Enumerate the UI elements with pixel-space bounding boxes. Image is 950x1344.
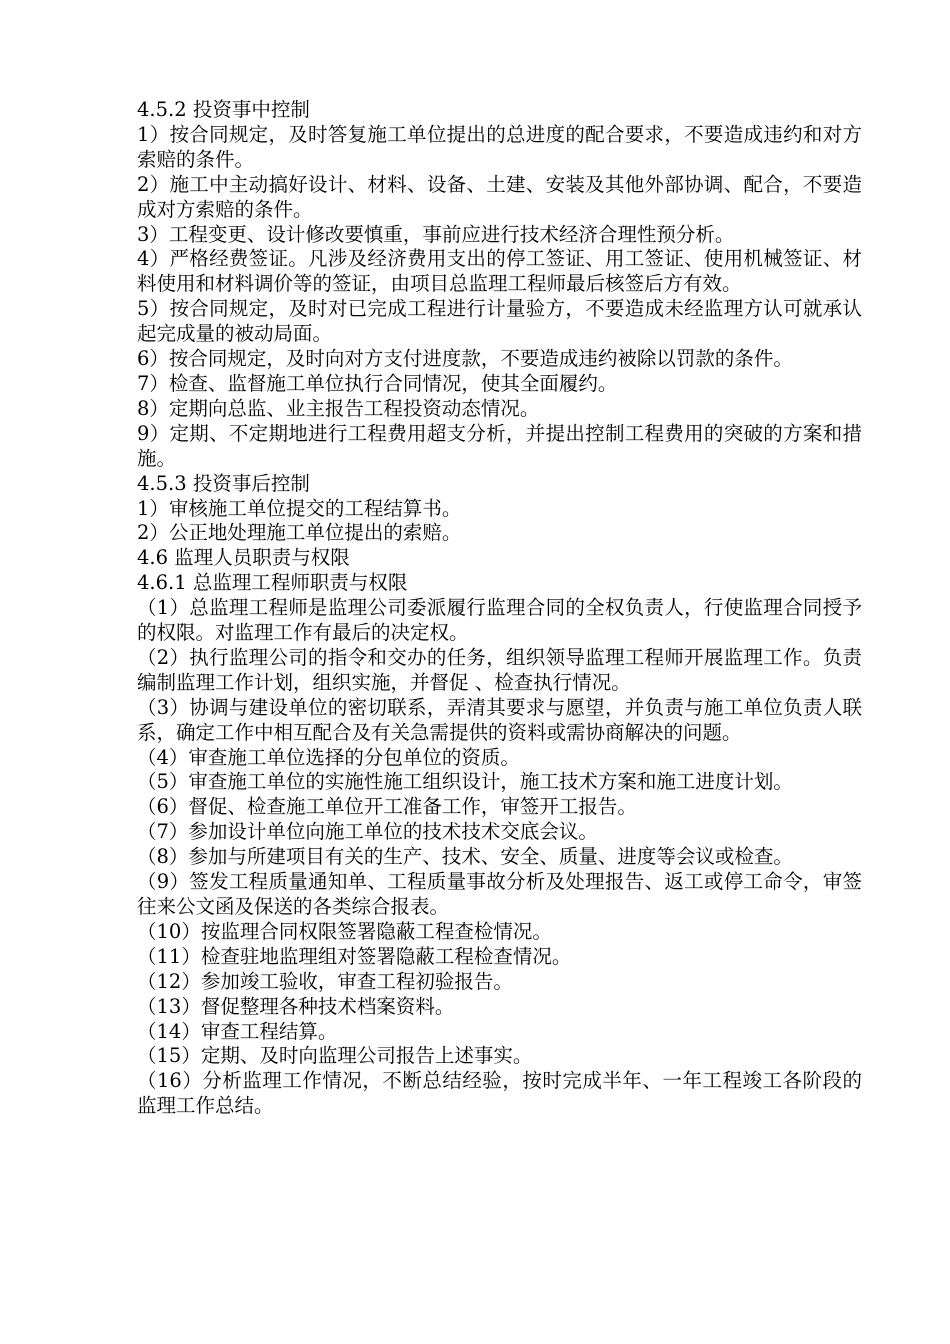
list-item: 8）定期向总监、业主报告工程投资动态情况。 [137,396,540,420]
list-item: 7）检查、监督施工单位执行合同情况，使其全面履约。 [137,371,618,395]
list-item: （5）审查施工单位的实施性施工组织设计，施工技术方案和施工进度计划。 [137,770,793,794]
list-item: （9）签发工程质量通知单、工程质量事故分析及处理报告、返工或停工命令，审签往来公文函及保送的各类综合报表。 [137,870,862,918]
list-item: 4）严格经费签证。凡涉及经济费用支出的停工签证、用工签证、使用机械签证、材料使用和材料调价等的签证，由项目总监理工程师最后核签后方有效。 [137,247,862,296]
section-heading-4-6-1: 4.6.1 总监理工程师职责与权限 [137,571,408,595]
list-item: （2）执行监理公司的指令和交办的任务，组织领导监理工程师开展监理工作。负责编制监理工作计划，组织实施，并督促 、检查执行情况。 [137,645,862,694]
list-item: （3）协调与建设单位的密切联系，弄清其要求与愿望，并负责与施工单位负责人联系，确定工作中相互配合及有关急需提供的资料或需协商解决的问题。 [137,695,862,744]
list-item: 2）施工中主动搞好设计、材料、设备、土建、安装及其他外部协调、配合，不要造成对方索赔的条件。 [137,172,862,221]
list-item: 6）按合同规定，及时向对方支付进度款，不要造成违约被除以罚款的条件。 [137,347,793,371]
list-item: 1）按合同规定，及时答复施工单位提出的总进度的配合要求，不要造成违约和对方索赔的条件。 [137,122,862,171]
list-item: （10）按监理合同权限签署隐蔽工程查检情况。 [137,919,552,943]
list-item: （7）参加设计单位向施工单位的技术技术交底会议。 [137,820,598,844]
section-heading-4-5-2: 4.5.2 投资事中控制 [137,98,310,121]
list-item: （11）检查驻地监理组对签署隐蔽工程检查情况。 [137,944,572,968]
list-item: （1）总监理工程师是监理公司委派履行监理合同的全权负责人，行使监理合同授予的权限。对监理工作有最后的决定权。 [137,596,862,645]
section-heading-4-5-3: 4.5.3 投资事后控制 [137,471,310,495]
list-item: （14）审查工程结算。 [137,1019,338,1043]
list-item: 3）工程变更、设计修改要慎重，事前应进行技术经济合理性预分析。 [137,222,735,246]
list-item: （12）参加竣工验收，审查工程初验报告。 [137,969,513,993]
section-heading-4-6: 4.6 监理人员职责与权限 [137,546,350,570]
list-item: （8）参加与所建项目有关的生产、技术、安全、质量、进度等会议或检查。 [137,845,793,869]
list-item: （15）定期、及时向监理公司报告上述事实。 [137,1044,533,1068]
list-item: 9）定期、不定期地进行工程费用超支分析，并提出控制工程费用的突破的方案和措施。 [137,421,862,470]
list-item: 1）审核施工单位提交的工程结算书。 [137,496,462,520]
list-item: 5）按合同规定，及时对已完成工程进行计量验方，不要造成未经监理方认可就承认起完成量的被动局面。 [137,297,862,346]
document-body [137,98,862,1119]
list-item: （6）督促、检查施工单位开工准备工作，审签开工报告。 [137,795,637,819]
list-item: 2）公正地处理施工单位提出的索赔。 [137,521,462,545]
list-item: （4）审查施工单位选择的分包单位的资质。 [137,745,520,769]
list-item: （13）督促整理各种技术档案资料。 [137,994,455,1018]
list-item: （16）分析监理工作情况，不断总结经验，按时完成半年、一年工程竣工各阶段的监理工作总结。 [137,1069,862,1118]
